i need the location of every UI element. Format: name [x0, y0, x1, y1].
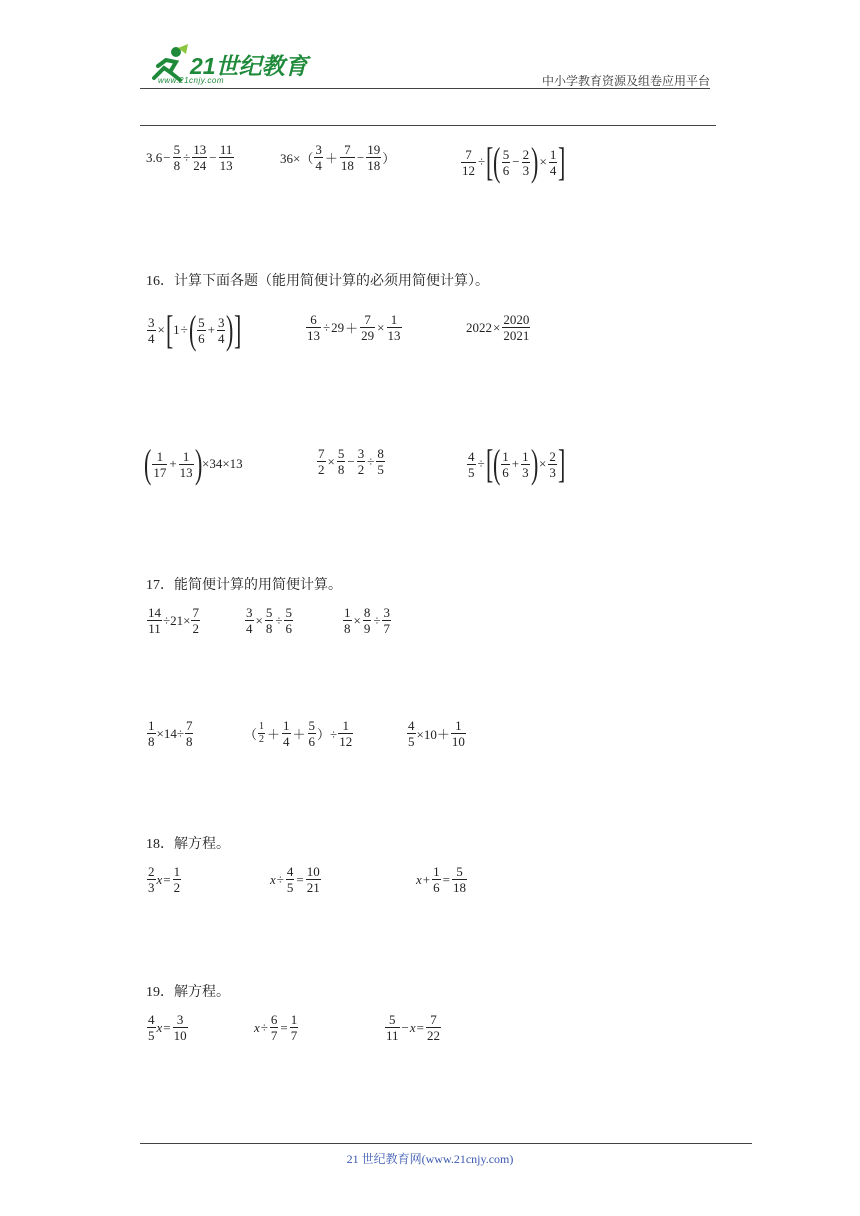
fraction: $\frac{4}{5}$	[148, 1012, 155, 1043]
fraction: $\frac{1}{4}$	[549, 146, 557, 178]
fraction: $\frac{2020}{2021}$	[503, 312, 530, 343]
fraction: $\frac{1}{12}$	[339, 718, 353, 749]
q17-expr-5: （ $\frac{1}{2}$ ＋ $\frac{1}{4}$ ＋ $\frac{5}{6}$ ）÷ $\frac{1}{12}$	[244, 718, 353, 749]
fraction: $\frac{5}{11}$	[386, 1012, 399, 1043]
fraction: $\frac{3}{10}$	[173, 1012, 187, 1043]
number: 3.6	[146, 149, 163, 165]
fraction: $\frac{7}{2}$	[318, 446, 325, 477]
q17-expr-2: $\frac{3}{4}$ × $\frac{5}{8}$ ÷ $\frac{5}{6}$	[246, 605, 292, 636]
footer-text[interactable]: 21 世纪教育网(www.21cnjy.com)	[346, 1152, 514, 1166]
platform-name: 中小学教育资源及组卷应用平台	[541, 74, 710, 88]
fraction: $\frac{10}{21}$	[306, 864, 320, 895]
site-logo	[146, 44, 316, 90]
fraction: $\frac{5}{8}$	[337, 446, 345, 477]
fraction: $\frac{7}{8}$	[185, 718, 193, 749]
fraction: $\frac{1}{17}$	[153, 448, 167, 480]
fraction: $\frac{3}{4}$	[246, 605, 253, 636]
fraction: $\frac{1}{10}$	[451, 718, 465, 749]
fraction: $\frac{3}{4}$	[315, 142, 322, 173]
q17-expr-4: $\frac{1}{8}$ ×14÷ $\frac{7}{8}$	[148, 718, 193, 749]
fraction: $\frac{3}{2}$	[357, 446, 365, 477]
fraction: $\frac{8}{5}$	[377, 446, 384, 477]
fraction: $\frac{4}{5}$	[468, 448, 475, 480]
q17-expr-3: $\frac{1}{8}$ × $\frac{8}{9}$ ÷ $\frac{3}{7}$	[344, 605, 390, 636]
q16-expr-6: $\frac{4}{5}$ ÷ [ ( $\frac{1}{6}$ + $\frac{1}{3}$ ) × $\frac{2}{3}$ ]	[468, 441, 566, 486]
fraction: $\frac{8}{9}$	[363, 605, 371, 636]
fraction: $\frac{4}{5}$	[286, 864, 294, 895]
q18-equation-1: $\frac{2}{3}$ x = $\frac{1}{2}$	[148, 864, 181, 895]
fraction: $\frac{19}{18}$	[367, 142, 381, 173]
q16-expr-1: $\frac{3}{4}$ × [ 1 ÷ ( $\frac{5}{6}$ + $\frac{3}{4}$ ) ]	[148, 307, 242, 352]
q19-equation-2: x ÷ $\frac{6}{7}$ = $\frac{1}{7}$	[254, 1012, 298, 1043]
fraction: $\frac{3}{7}$	[383, 605, 390, 636]
fraction: $\frac{13}{24}$	[193, 142, 207, 173]
q17-expr-1: $\frac{14}{11}$ ÷21× $\frac{7}{2}$	[148, 605, 199, 636]
q16-heading: 16．计算下面各题（能用简便计算的必须用简便计算）。	[146, 274, 489, 289]
fraction: $\frac{5}{6}$	[308, 718, 316, 749]
logo-text: 21世纪教育	[190, 53, 308, 79]
fraction: $\frac{7}{22}$	[427, 1012, 440, 1043]
fraction: $\frac{7}{18}$	[340, 142, 354, 173]
q15-expr-2: 36×（ $\frac{3}{4}$ ＋ $\frac{7}{18}$ − $\frac{19}{18}$ ）	[280, 142, 396, 173]
fraction: $\frac{1}{8}$	[148, 718, 155, 749]
fraction: $\frac{1}{13}$	[387, 312, 401, 343]
fraction: $\frac{4}{5}$	[408, 718, 415, 749]
fraction: $\frac{5}{6}$	[198, 314, 205, 346]
q19-equation-3: $\frac{5}{11}$ − x = $\frac{7}{22}$	[386, 1012, 440, 1043]
q17-heading: 17．能简便计算的用简便计算。	[146, 578, 342, 593]
fraction: $\frac{7}{2}$	[192, 605, 199, 636]
fraction: $\frac{6}{7}$	[270, 1012, 278, 1043]
fraction: $\frac{5}{18}$	[452, 864, 466, 895]
q16-expr-4: ( $\frac{1}{17}$ + $\frac{1}{13}$ ) ×34×13	[143, 441, 243, 486]
fraction: $\frac{11}{13}$	[219, 142, 233, 173]
fraction: $\frac{1}{3}$	[522, 448, 529, 480]
fraction: $\frac{1}{6}$	[433, 864, 440, 895]
fraction: $\frac{5}{6}$	[285, 605, 292, 636]
q16-expr-5: $\frac{7}{2}$ × $\frac{5}{8}$ − $\frac{3}{2}$ ÷ $\frac{8}{5}$	[318, 446, 384, 477]
fraction: $\frac{1}{7}$	[290, 1012, 298, 1043]
fraction: $\frac{6}{13}$	[307, 312, 320, 343]
q17-expr-6: $\frac{4}{5}$ ×10＋ $\frac{1}{10}$	[408, 718, 465, 749]
q18-equation-2: x ÷ $\frac{4}{5}$ = $\frac{10}{21}$	[270, 864, 320, 895]
logo-url: www.21cnjy.com	[158, 76, 224, 85]
q18-heading: 18．解方程。	[146, 837, 230, 852]
fraction: $\frac{5}{8}$	[173, 142, 181, 173]
header-rule	[140, 88, 710, 89]
expr-tail: ）	[382, 151, 396, 166]
fraction: $\frac{2}{3}$	[522, 146, 530, 178]
q18-equation-3: x + $\frac{1}{6}$ = $\frac{5}{18}$	[416, 864, 466, 895]
fraction: $\frac{5}{8}$	[265, 605, 273, 636]
footer-rule	[140, 1143, 752, 1144]
fraction: $\frac{2}{3}$	[549, 448, 556, 480]
content-top-rule	[140, 125, 716, 126]
q16-expr-2: $\frac{6}{13}$ ÷ 29 ＋ $\frac{7}{29}$ × $\frac{1}{13}$	[307, 312, 401, 343]
q15-expr-3: $\frac{7}{12}$ ÷ [ ( $\frac{5}{6}$ − $\frac{2}{3}$ ) × $\frac{1}{4}$ ]	[462, 139, 566, 184]
fraction: $\frac{1}{8}$	[344, 605, 351, 636]
q19-equation-1: $\frac{4}{5}$ x = $\frac{3}{10}$	[148, 1012, 187, 1043]
fraction: $\frac{3}{4}$	[217, 314, 225, 346]
fraction: $\frac{7}{29}$	[361, 312, 375, 343]
fraction: $\frac{14}{11}$	[148, 605, 161, 636]
fraction: $\frac{3}{4}$	[148, 314, 155, 346]
q16-expr-3: 2022 × $\frac{2020}{2021}$	[466, 312, 530, 343]
fraction: $\frac{5}{6}$	[502, 146, 510, 178]
fraction: $\frac{1}{4}$	[283, 718, 290, 749]
fraction: $\frac{7}{12}$	[462, 146, 475, 178]
fraction: $\frac{1}{13}$	[179, 448, 193, 480]
expr-lead: 36×（	[280, 151, 314, 166]
fraction: $\frac{1}{6}$	[502, 448, 509, 480]
q15-expr-1: 3.6 − $\frac{5}{8}$ ÷ $\frac{13}{24}$ − $\frac{11}{13}$	[146, 142, 233, 173]
fraction: $\frac{1}{2}$	[173, 864, 181, 895]
q19-heading: 19．解方程。	[146, 985, 230, 1000]
fraction: $\frac{1}{2}$	[259, 721, 265, 745]
fraction: $\frac{2}{3}$	[148, 864, 155, 895]
